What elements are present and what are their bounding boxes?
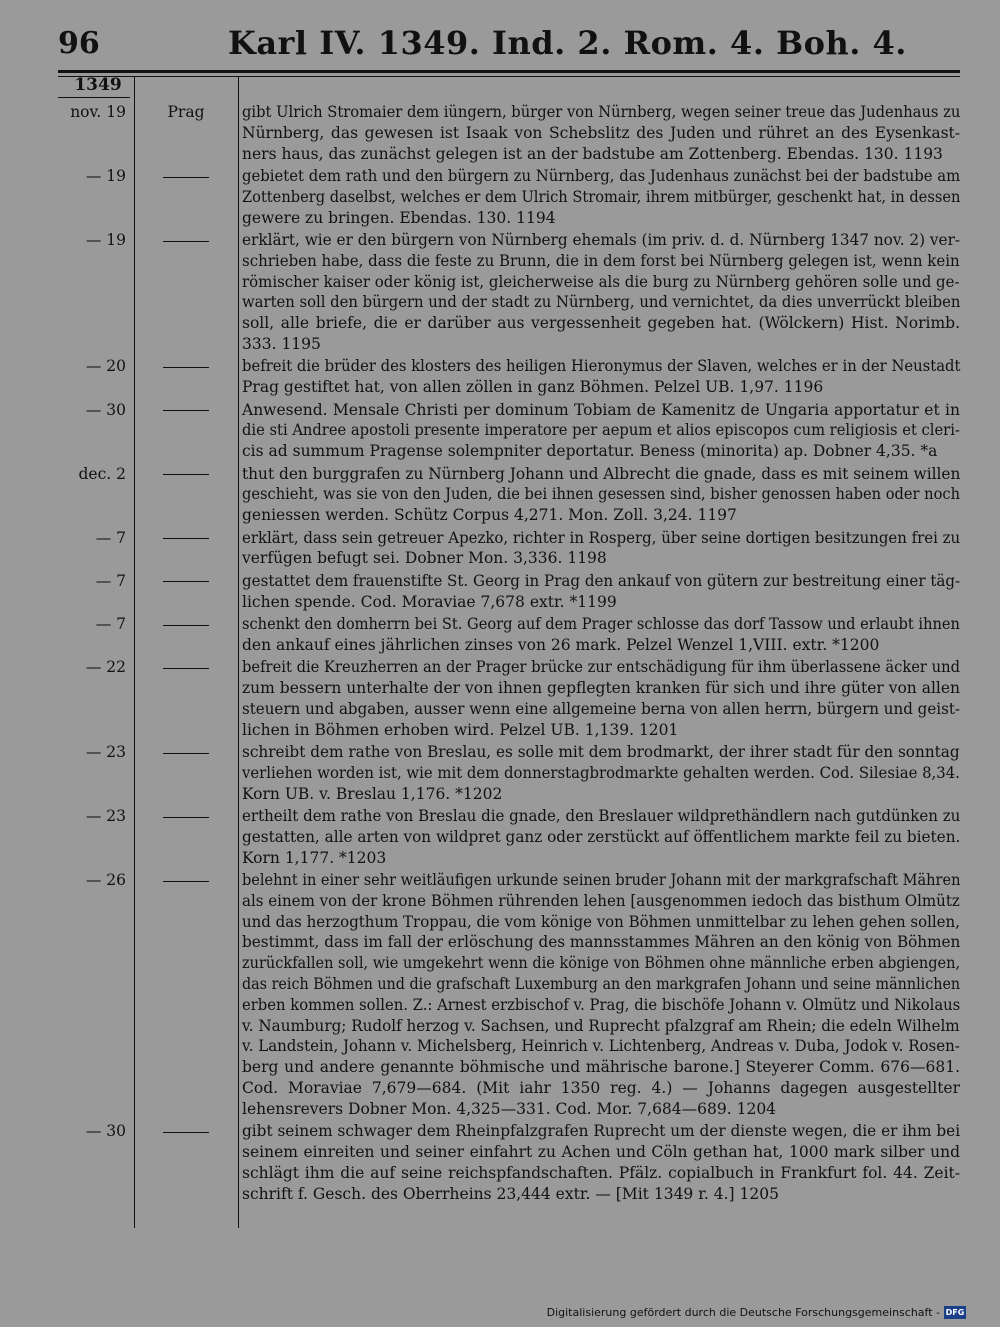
entry-text — [242, 400, 960, 462]
year-rule — [58, 97, 130, 98]
entry-line: v. Naumburg; Rudolf herzog v. Sachsen, und Ruprecht pfalzgraf am Rhein; die edeln Wilhelm — [242, 1016, 960, 1035]
entry-line: erklärt, wie er den bürgern von Nürnberg ehemals (im priv. d. d. Nürnberg 1347 nov. 2) ver- — [242, 231, 961, 249]
entry-place — [138, 528, 234, 549]
page-header-title: Karl IV. 1349. Ind. 2. Rom. 4. Boh. 4. — [228, 24, 907, 62]
entry-text — [242, 742, 960, 804]
entry-text — [242, 1121, 960, 1204]
entry-line: soll, alle briefe, die er darüber aus vergessenheit gegeben hat. (Wölckern) Hist. Norimb. — [242, 314, 960, 333]
entry-line: Prag gestiftet hat, von allen zöllen in ganz Böhmen. Pelzel UB. 1,97. 1196 — [242, 378, 824, 397]
entry-place — [138, 1121, 234, 1142]
entry-place — [138, 870, 234, 891]
entry-line: v. Landstein, Johann v. Michelsberg, Heinrich v. Lichtenberg, Andreas v. Duba, Jodok v. Rosen- — [242, 1037, 960, 1056]
entry-text — [242, 870, 960, 1120]
entry-text — [242, 657, 960, 740]
year-label: 1349 — [74, 75, 122, 95]
entry-line: lichen in Böhmen erhoben wird. Pelzel UB. 1,139. 1201 — [242, 720, 679, 739]
entry-date: — 7 — [95, 615, 126, 633]
entry-line: erklärt, dass sein getreuer Apezko, richter in Rosperg, über seine dortigen besitzungen frei zu — [242, 528, 961, 547]
entry-line: Nürnberg, das gewesen ist Isaak von Schebslitz des Juden und rühret an des Eysenkast- — [242, 123, 960, 142]
entry-line: als einem von der krone Böhmen rührenden lehen [ausgenommen iedoch das bisthum Olmütz — [242, 891, 960, 910]
entry-line: Korn UB. v. Breslau 1,176. *1202 — [242, 784, 503, 803]
ditto-dash — [163, 817, 209, 818]
entry-line: lehensrevers Dobner Mon. 4,325—331. Cod. Mor. 7,684—689. 1204 — [242, 1099, 777, 1118]
entry-line: erben kommen sollen. Z.: Arnest erzbischof v. Prag, die bischöfe Johann v. Olmütz und Nikolaus — [242, 995, 961, 1014]
entry-date: — 26 — [85, 871, 126, 889]
entry-text — [242, 528, 960, 570]
entry-text — [242, 230, 960, 355]
entry-line: gestattet dem frauenstifte St. Georg in Prag den ankauf von gütern zur bestreitung einer täg- — [242, 571, 961, 590]
ditto-dash — [163, 1132, 209, 1133]
ditto-dash — [163, 241, 209, 242]
date-column-divider — [134, 76, 135, 1228]
entry-place: Prag — [167, 103, 205, 121]
entry-place — [138, 464, 234, 485]
entry-place — [138, 657, 234, 678]
entry-place — [138, 356, 234, 377]
entry-text — [242, 614, 960, 656]
ditto-dash — [163, 581, 209, 582]
place-column-divider — [238, 76, 239, 1228]
entry-date: — 19 — [85, 167, 126, 185]
entry-line: Zottenberg daselbst, welches er dem Ulrich Stromair, ihrem mitbürger, geschenkt hat, in dessen — [242, 187, 961, 206]
entry-line: gibt seinem schwager dem Rheinpfalzgrafen Ruprecht um der dienste wegen, die er ihm bei — [242, 1122, 961, 1141]
page-number: 96 — [58, 26, 100, 61]
entry-line: befreit die Kreuzherren an der Prager brücke zur entschädigung für ihm überlassene äcker und — [242, 658, 960, 677]
entry-date: — 7 — [95, 571, 126, 590]
entry-place — [138, 742, 234, 763]
entry-line: Anwesend. Mensale Christi per dominum Tobiam de Kamenitz de Ungaria apportatur et in — [242, 400, 960, 419]
entry-line: römischer kaiser oder könig ist, gleicherweise als die burg zu Nürnberg gehören solle und ge- — [242, 272, 960, 291]
entry-line: befreit die brüder des klosters des heiligen Hieronymus der Slaven, welches er in der Neustadt — [242, 357, 961, 376]
entry-line: verfügen befugt sei. Dobner Mon. 3,336. 1198 — [242, 549, 607, 568]
ditto-dash — [163, 367, 209, 368]
entry-place — [138, 806, 234, 827]
entry-line: bestimmt, dass im fall der erlöschung des mannsstammes Mähren an den könig von Böhmen — [242, 933, 961, 952]
entry-line: belehnt in einer sehr weitläufigen urkunde seinen bruder Johann mit der markgrafschaft Mähren — [242, 871, 961, 889]
entry-line: ners haus, das zunächst gelegen ist an der badstube am Zottenberg. Ebendas. 130. 1193 — [242, 144, 943, 163]
entry-line: cis ad summum Pragense solempniter deportatur. Beness (minorita) ap. Dobner 4,35. *a — [242, 442, 938, 461]
entry-text — [242, 166, 960, 228]
entry-line: schenkt den domherrn bei St. Georg auf dem Prager schlosse das dorf Tassow und erlaubt ihnen — [242, 615, 960, 633]
entry-date: — 20 — [85, 357, 126, 376]
entry-date: — 22 — [85, 658, 126, 677]
entry-line: zum bessern unterhalte der von ihnen gepflegten kranken für sich und ihre güter von allen — [242, 678, 961, 697]
entry-line: geniessen werden. Schütz Corpus 4,271. Mon. Zoll. 3,24. 1197 — [242, 506, 737, 525]
entry-line: die sti Andree apostoli presente imperatore per aepum et alios episcopos cum religiosis et cleri- — [242, 421, 960, 440]
entry-line: steuern und abgaben, ausser wenn eine allgemeine berna von allen herrn, bürgern und geist- — [242, 699, 960, 718]
ditto-dash — [163, 753, 209, 754]
entry-date: dec. 2 — [78, 464, 126, 483]
entry-date: — 19 — [85, 231, 126, 249]
header-rule-bottom — [58, 76, 960, 77]
entry-text — [242, 464, 960, 526]
entry-date: — 7 — [95, 528, 126, 547]
ditto-dash — [163, 538, 209, 539]
ditto-dash — [163, 668, 209, 669]
ditto-dash — [163, 881, 209, 882]
entry-line: schrieben habe, dass die feste zu Brunn, die in dem forst bei Nürnberg gelegen ist, wenn kein — [242, 251, 960, 270]
entry-date: — 23 — [85, 807, 126, 825]
entry-text — [242, 356, 960, 398]
entry-line: den ankauf eines jährlichen zinses von 26 mark. Pelzel Wenzel 1,VIII. extr. *1200 — [242, 635, 880, 654]
ditto-dash — [163, 177, 209, 178]
entry-text — [242, 571, 960, 613]
entry-line: gestatten, alle arten von wildpret ganz oder zerstückt auf öffentlichem markte feil zu bieten. — [242, 827, 961, 846]
entry-place — [138, 614, 234, 635]
ditto-dash — [163, 625, 209, 626]
entry-line: zurückfallen soll, wie umgekehrt wenn die könige von Böhmen ohne männliche erben abgiengen, — [242, 954, 961, 973]
entry-line: schlägt ihm die auf seine reichspfandschaften. Pfälz. copialbuch in Frankfurt fol. 44. Zeit- — [242, 1163, 960, 1182]
entry-place — [138, 230, 234, 251]
entry-line: Cod. Moraviae 7,679—684. (Mit iahr 1350 reg. 4.) — Johanns dagegen ausgestellter — [242, 1078, 960, 1097]
entry-date: — 30 — [85, 1122, 126, 1141]
entry-line: schrift f. Gesch. des Oberrheins 23,444 extr. — [Mit 1349 r. 4.] 1205 — [242, 1184, 779, 1203]
entry-line: seinem einreiten und seiner einfahrt zu Achen und Cöln gethan hat, 1000 mark silber und — [242, 1142, 960, 1161]
entry-line: lichen spende. Cod. Moraviae 7,678 extr. *1199 — [242, 592, 617, 611]
entry-text — [242, 102, 960, 164]
entry-line: geschieht, was sie von den Juden, die bei ihnen gesessen sind, bisher genossen haben oder noch — [242, 485, 960, 504]
entry-date: — 30 — [85, 400, 126, 419]
entry-line: das reich Böhmen und die grafschaft Luxemburg an den markgrafen Johann und seine männlichen — [242, 974, 961, 993]
entry-line: gibt Ulrich Stromaier dem iüngern, bürger von Nürnberg, wegen seiner treue das Judenhaus zu — [242, 103, 961, 121]
entry-place — [138, 166, 234, 187]
ditto-dash — [163, 474, 209, 475]
header-rule-top — [58, 70, 960, 73]
entry-line: und das herzogthum Troppau, die vom könige von Böhmen unmittelbar zu lehen gehen sollen, — [242, 912, 960, 931]
entry-text — [242, 806, 960, 868]
entry-line: gewere zu bringen. Ebendas. 130. 1194 — [242, 208, 556, 227]
entry-place — [138, 571, 234, 592]
entry-line: Korn 1,177. *1203 — [242, 848, 387, 867]
entry-date: nov. 19 — [70, 103, 126, 121]
entry-line: warten soll den bürgern und der stadt zu Nürnberg, und vernichtet, da dies unverrückt bleiben — [242, 293, 961, 312]
entry-line: verliehen worden ist, wie mit dem donnerstagbrodmarkte gehalten werden. Cod. Silesiae 8,34. — [242, 763, 960, 782]
entry-line: schreibt dem rathe von Breslau, es solle mit dem brodmarkt, der ihrer stadt für den sonntag — [242, 743, 960, 761]
entry-line: ertheilt dem rathe von Breslau die gnade, den Breslauer wildprethändlern nach gutdünken zu — [242, 807, 961, 825]
entry-line: gebietet dem rath und den bürgern zu Nürnberg, das Judenhaus zunächst bei der badstube am — [242, 167, 961, 185]
entry-line: 333. 1195 — [242, 334, 321, 353]
entry-line: berg und andere genannte böhmische und mährische barone.] Steyerer Comm. 676—681. — [242, 1058, 960, 1077]
entry-date: — 23 — [85, 743, 126, 761]
ditto-dash — [163, 410, 209, 411]
entry-place — [138, 400, 234, 421]
footer — [547, 1306, 966, 1319]
footer-text: Digitalisierung gefördert durch die Deutsche Forschungsgemeinschaft - — [546, 1306, 940, 1319]
dfg-logo-icon: DFG — [945, 1308, 965, 1317]
entry-line: thut den burggrafen zu Nürnberg Johann und Albrecht die gnade, dass es mit seinem willen — [242, 464, 961, 483]
